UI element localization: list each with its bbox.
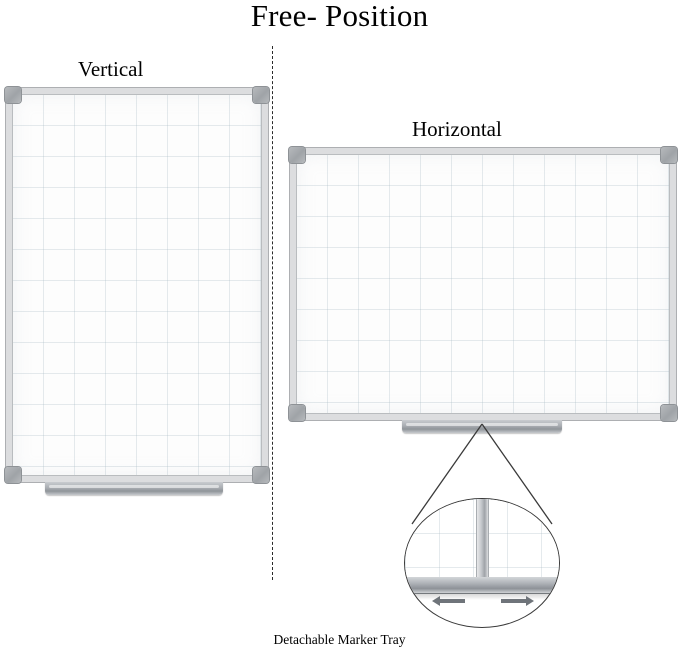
corner-bracket-top-left [289,147,305,163]
corner-bracket-bottom-right [661,405,677,421]
board-grid-surface [13,95,261,475]
vertical-whiteboard [6,88,268,482]
corner-bracket-bottom-left [5,467,21,483]
corner-bracket-top-left [5,87,21,103]
marker-tray-detail-magnifier [404,498,560,628]
arrow-left-icon [431,595,467,607]
corner-bracket-bottom-right [253,467,269,483]
section-divider [272,46,273,580]
detail-frame-edge [477,499,488,579]
detail-marker-tray [405,577,559,593]
corner-bracket-bottom-left [289,405,305,421]
horizontal-board-label: Horizontal [412,117,502,141]
corner-bracket-top-right [661,147,677,163]
arrow-right-icon [499,595,535,607]
corner-bracket-top-right [253,87,269,103]
board-grid-surface [297,155,669,413]
page-title: Free- Position [250,0,429,33]
vertical-board-label: Vertical [78,57,144,81]
horizontal-whiteboard [290,148,676,420]
detail-tray-shadow [405,593,559,600]
vertical-marker-tray [45,482,223,495]
marker-tray-caption: Detachable Marker Tray [273,632,406,647]
